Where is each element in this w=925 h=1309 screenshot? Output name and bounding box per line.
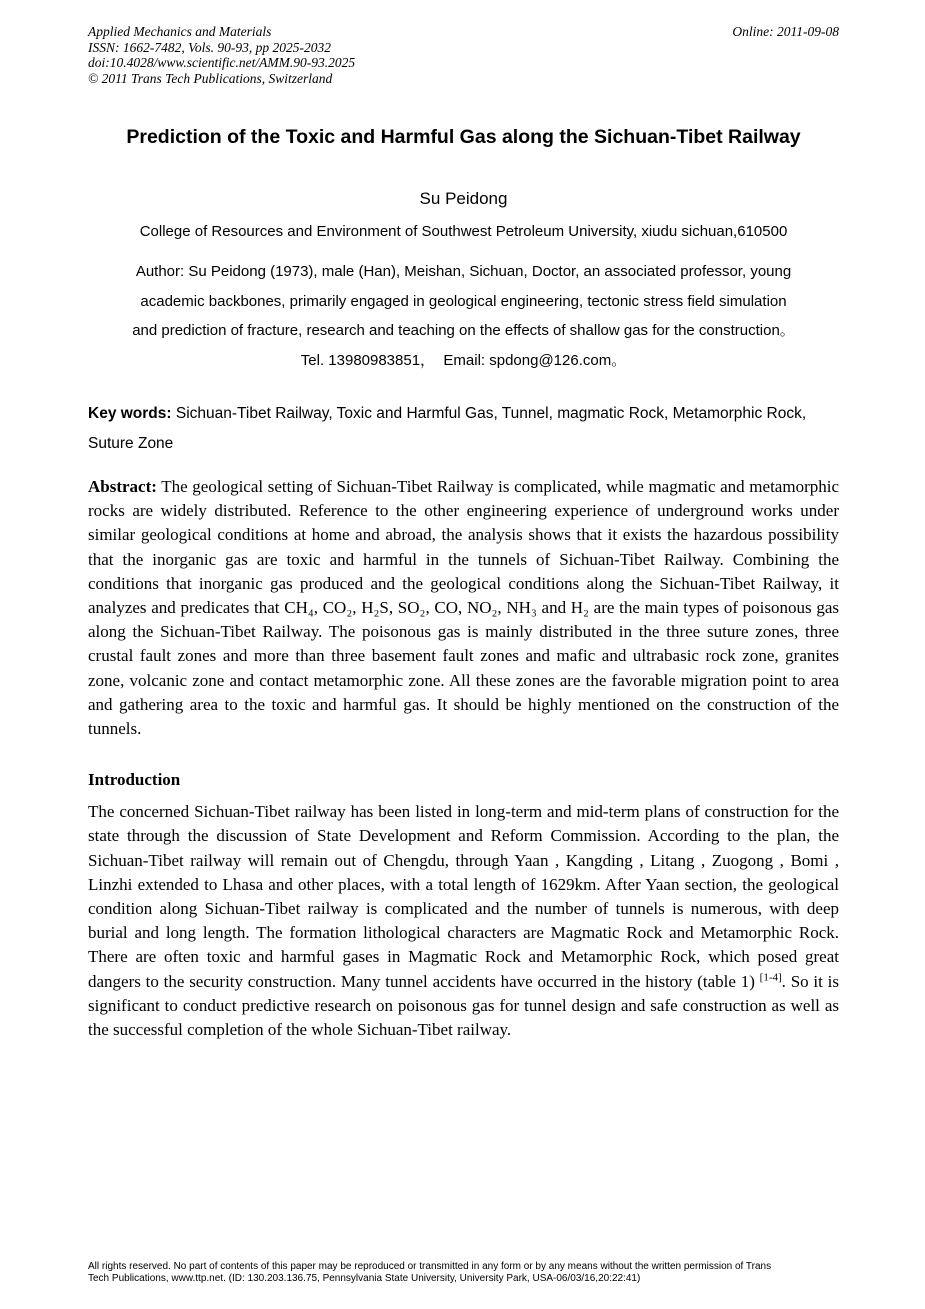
issn-line: ISSN: 1662-7482, Vols. 90-93, pp 2025-2032 [88, 39, 331, 55]
copyright-line: © 2011 Trans Tech Publications, Switzerland [88, 70, 333, 86]
reference-marker: [1-4] [759, 971, 782, 983]
keywords-label: Key words: [88, 405, 172, 422]
introduction-text-before-ref: The concerned Sichuan-Tibet railway has been listed in long-term and mid-term plans of construction for the state through the discussion of State Development and Reform Commission. According to the plan, the Sichuan-Tibet railway will remain out of Chengdu, through Yaan , Kangding , Litang , Zuogong , Bomi , Linzhi extended to Lhasa and other places, with a total length of 1629km. After Yaan section, the geological condition along Sichuan-Tibet railway is complicated and the number of tunnels is numerous, with deep burial and long length. The formation lithological characters are Magmatic Rock and Metamorphic Rock. There are often toxic and harmful gases in Magmatic Rock and Metamorphic Rock, which posed great dangers to the security construction. Many tunnel accidents have occurred in the history (table 1) [88, 802, 839, 991]
rights-notice-line: Tech Publications, www.ttp.net. (ID: 130.203.136.75, Pennsylvania State University, University Park, USA-06/03/16,20:22:41) [88, 1272, 641, 1284]
author-bio-line: Author: Su Peidong (1973), male (Han), Meishan, Sichuan, Doctor, an associated professor, young [135, 263, 792, 280]
keywords-text: Sichuan-Tibet Railway, Toxic and Harmful Gas, Tunnel, magmatic Rock, Metamorphic Rock, Suture Zone [88, 405, 807, 452]
rights-notice-line: All rights reserved. No part of contents of this paper may be reproduced or transmitted in any form or by any means without the written permission of Trans [88, 1261, 772, 1272]
online-date: Online: 2011-09-08 [732, 24, 839, 39]
keywords-paragraph [88, 399, 839, 459]
author-bio-line: academic backbones, primarily engaged in geological engineering, tectonic stress field simulation [140, 292, 787, 310]
paper-title: Prediction of the Toxic and Harmful Gas along the Sichuan-Tibet Railway [126, 126, 801, 148]
section-heading-introduction: Introduction [88, 770, 181, 790]
page-content [88, 0, 839, 1042]
abstract-text: The geological setting of Sichuan-Tibet Railway is complicated, while magmatic and metamorphic rocks are widely distributed. Reference to the other engineering experience of underground works under similar geological conditions at home and abroad, the analysis shows that it exists the hazardous possibility that the inorganic gas are toxic and harmful in the tunnels of Sichuan-Tibet Railway. Combining the conditions that inorganic gas produced and the geological conditions along the Sichuan-Tibet Railway, it analyzes and predicates that CH₄, CO₂, H₂S, SO₂, CO, NO₂, NH₃ and H₂ are the main types of poisonous gas along the Sichuan-Tibet Railway. The poisonous gas is mainly distributed in the three suture zones, three crustal fault zones and more than three basement fault zones and mafic and ultrabasic rock zone, granites zone, volcanic zone and contact metamorphic zone. All these zones are the favorable migration point to area and gathering area to the toxic and harmful gas. It should be highly mentioned on the construction of the tunnels. [88, 477, 839, 739]
publication-header-left [88, 24, 355, 86]
rights-notice [88, 1261, 885, 1284]
introduction-text-after-ref: . So it is significant to conduct predictive research on poisonous gas for tunnel design and safe construction as well as the successful completion of the whole Sichuan-Tibet railway. [88, 971, 839, 1040]
introduction-paragraph [88, 800, 839, 1042]
abstract-label: Abstract: [88, 477, 157, 496]
journal-name: Applied Mechanics and Materials [88, 24, 272, 39]
abstract-paragraph [88, 475, 839, 741]
author-bio [88, 257, 839, 375]
publication-header [88, 0, 839, 86]
doi-line: doi:10.4028/www.scientific.net/AMM.90-93.2025 [88, 55, 356, 70]
author-name: Su Peidong [419, 189, 508, 208]
author-contact-line: Tel. 13980983851， Email: spdong@126.com。 [300, 351, 627, 369]
author-bio-line: and prediction of fracture, research and teaching on the effects of shallow gas for the construction。 [132, 322, 795, 339]
author-affiliation: College of Resources and Environment of Southwest Petroleum University, xiudu sichuan,610500 [139, 223, 788, 240]
